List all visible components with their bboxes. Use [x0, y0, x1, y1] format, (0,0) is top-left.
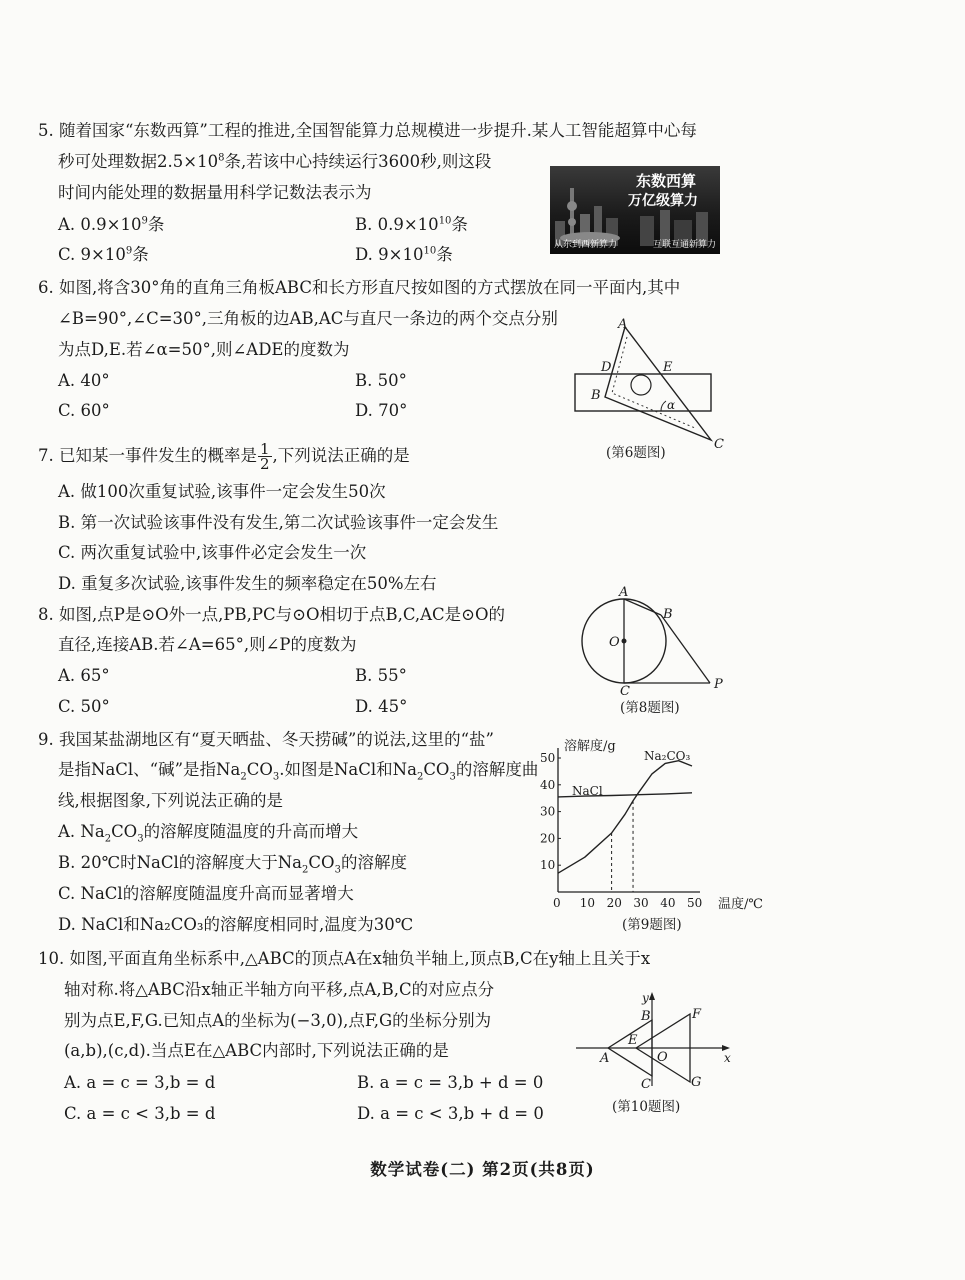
q7-option-d: D. 重复多次试验,该事件发生的频率稳定在50%左右 — [58, 574, 437, 593]
q6-option-d: D. 70° — [355, 401, 408, 420]
q5-line2: 秒可处理数据$2.5\times 10^8$条,若该中心持续运行3600秒,则这段 — [58, 152, 492, 171]
q9-solubility-chart — [530, 730, 763, 930]
x-axis-label: 温度/℃ — [718, 897, 763, 912]
photo-caption-left: 从东到西新算力 — [554, 240, 618, 250]
q9-line3: 线,根据图象,下列说法正确的是 — [58, 791, 283, 810]
y-tick-label: 50 — [540, 751, 556, 765]
label-o: O — [609, 635, 620, 650]
label-c: C — [620, 684, 630, 699]
q10-caption: (第10题图) — [612, 1099, 681, 1115]
q9-option-a: A. $Na_2CO_3$的溶解度随温度的升高而增大 — [58, 822, 359, 845]
label-e: E — [628, 1033, 638, 1048]
q6-option-c: C. 60° — [58, 401, 110, 420]
label-b: B — [591, 388, 601, 403]
y-tick-label: 10 — [540, 858, 556, 873]
photo-title-1: 东数西算 — [636, 172, 697, 190]
page-footer: 数学试卷(二) 第2页(共8页) — [370, 1160, 595, 1179]
q10-line2: 轴对称.将△ABC沿x轴正半轴方向平移,点A,B,C的对应点分 — [64, 980, 495, 999]
label-g: G — [691, 1075, 702, 1090]
x-tick-label: 20 — [606, 896, 622, 910]
q8-option-b: B. 55° — [355, 666, 407, 685]
q8-option-a: A. 65° — [58, 666, 110, 685]
label-d: D — [601, 360, 612, 375]
q5-option-a: A. $0.9\times 10^9$条 — [58, 215, 165, 234]
y-axis-label: 溶解度/g — [564, 739, 616, 754]
x-tick-label: 0 — [553, 896, 561, 910]
triangle-hole — [631, 375, 651, 395]
q8-option-d: D. 45° — [355, 697, 408, 716]
q10-option-b: B. a = c = 3,b + d = 0 — [357, 1073, 544, 1092]
label-x: x — [724, 1051, 731, 1065]
tangent-pb — [661, 615, 710, 683]
label-c: C — [714, 437, 724, 452]
q5-option-d: D. $9\times 10^{10}$条 — [355, 245, 453, 264]
x-tick-label: 50 — [687, 896, 703, 910]
q6-line2: ∠B=90°,∠C=30°,三角板的边AB,AC与直尺一条边的两个交点分别 — [58, 309, 558, 328]
label-o: O — [657, 1050, 668, 1065]
q7-option-a: A. 做100次重复试验,该事件一定会发生50次 — [58, 482, 386, 501]
q7-option-c: C. 两次重复试验中,该事件必定会发生一次 — [58, 543, 367, 562]
q5-option-b: B. $0.9\times 10^{10}$条 — [355, 215, 468, 234]
q10-line3: 别为点E,F,G.已知点A的坐标为(−3,0),点F,G的坐标分别为 — [64, 1011, 492, 1030]
label-e: E — [663, 360, 673, 375]
q10-option-c: C. a = c < 3,b = d — [64, 1104, 216, 1123]
label-p: P — [714, 677, 723, 692]
label-c: C — [641, 1077, 651, 1092]
label-b: B — [641, 1009, 651, 1024]
q10-line1: 10. 如图,平面直角坐标系中,△ABC的顶点A在x轴负半轴上,顶点B,C在y轴上且关于x — [38, 949, 651, 968]
y-tick-label: 20 — [540, 831, 556, 846]
q7-option-b: B. 第一次试验该事件没有发生,第二次试验该事件一定会发生 — [58, 513, 499, 532]
triangle-inner-edge — [612, 337, 695, 428]
q8-option-c: C. 50° — [58, 697, 110, 716]
q9-option-d: D. NaCl和Na₂CO₃的溶解度相同时,温度为30℃ — [58, 915, 414, 934]
q9-option-c: C. NaCl的溶解度随温度升高而显著增大 — [58, 884, 354, 903]
q6-option-b: B. 50° — [355, 371, 407, 390]
triangle-abc — [605, 327, 711, 440]
q5-option-c: C. $9\times 10^9$条 — [58, 245, 149, 264]
q6-caption: (第6题图) — [606, 445, 666, 461]
x-tick-label: 30 — [633, 896, 649, 910]
q9-line2: 是指NaCl、“碱”是指$Na_2CO_3$.如图是NaCl和$Na_2CO_3$的溶解度曲 — [58, 760, 539, 783]
photo-caption-right: 互联互通新算力 — [652, 240, 716, 250]
q5-line1: 5. 随着国家“东数西算”工程的推进,全国智能算力总规模进一步提升.某人工智能超算中心每 — [38, 121, 697, 140]
q8-line2: 直径,连接AB.若∠A=65°,则∠P的度数为 — [58, 635, 357, 654]
q8-figure — [575, 585, 735, 699]
label-f: F — [692, 1007, 702, 1022]
y-tick-label: 30 — [540, 804, 556, 819]
x-tick-label: 10 — [579, 896, 596, 910]
photo-title-2: 万亿级算力 — [628, 193, 698, 209]
q5-photo — [550, 166, 720, 254]
q9-line1: 9. 我国某盐湖地区有“夏天晒盐、冬天捞碱”的说法,这里的“盐” — [38, 730, 494, 749]
q6-option-a: A. 40° — [58, 371, 110, 390]
q10-option-d: D. a = c < 3,b + d = 0 — [357, 1104, 544, 1123]
q5-line3: 时间内能处理的数据量用科学记数法表示为 — [58, 183, 372, 202]
x-tick-label: 40 — [660, 896, 676, 910]
series-line-na2co3 — [558, 761, 692, 874]
label-a: A — [619, 585, 629, 600]
q9-option-b: B. 20℃时NaCl的溶解度大于$Na_2CO_3$的溶解度 — [58, 853, 407, 876]
y-tick-label: 40 — [540, 777, 556, 792]
label-alpha: α — [667, 398, 676, 412]
y-axis-arrow-icon — [649, 992, 655, 1000]
series-label-na2co3: Na₂CO₃ — [644, 749, 691, 763]
q10-line4: (a,b),(c,d).当点E在△ABC内部时,下列说法正确的是 — [64, 1041, 449, 1060]
q7-line1: 7. 已知某一事件发生的概率是 $\frac{1}{2}$ ,下列说法正确的是 — [38, 440, 410, 473]
label-a: A — [600, 1051, 610, 1066]
q7-fraction: $\frac{1}{2}$ — [260, 440, 270, 473]
series-label-nacl: NaCl — [572, 784, 603, 798]
q6-line1: 6. 如图,将含30°角的直角三角板ABC和长方形直尺按如图的方式摆放在同一平面内,其中 — [38, 278, 681, 297]
q6-line3: 为点D,E.若∠α=50°,则∠ADE的度数为 — [58, 340, 350, 359]
q10-figure — [570, 990, 740, 1090]
q8-caption: (第8题图) — [620, 700, 680, 716]
label-a: A — [618, 317, 628, 332]
label-y: y — [642, 991, 649, 1005]
label-b: B — [663, 607, 673, 622]
chord-ab — [624, 599, 661, 615]
q8-line1: 8. 如图,点P是⊙O外一点,PB,PC与⊙O相切于点B,C,AC是⊙O的 — [38, 605, 506, 624]
q9-caption: (第9题图) — [622, 917, 682, 933]
q10-option-a: A. a = c = 3,b = d — [64, 1073, 216, 1092]
